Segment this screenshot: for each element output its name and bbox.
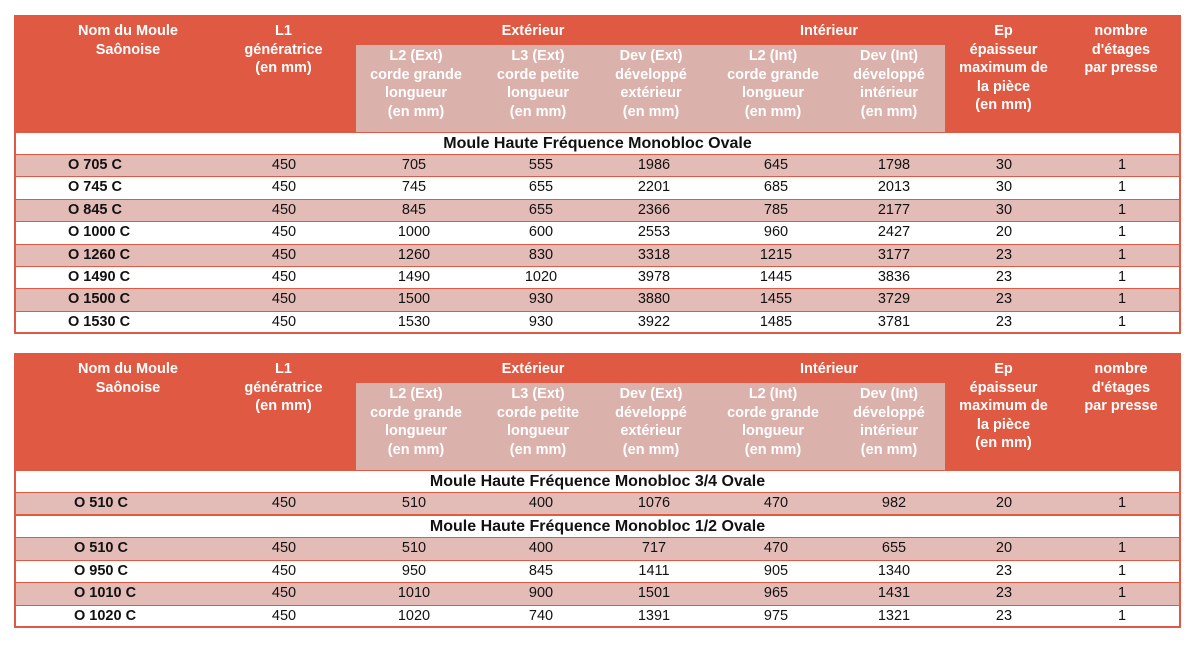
- value-cell: 2201: [637, 179, 671, 196]
- header-name: [48, 360, 208, 397]
- value-cell: 982: [881, 495, 907, 511]
- mold-name: O 1500 C: [68, 291, 131, 308]
- header-line: Nom du Moule: [78, 361, 178, 377]
- value-cell: 705: [401, 157, 427, 173]
- mold-name: O 1020 C: [74, 607, 137, 624]
- header-line: développé: [615, 66, 687, 83]
- value-cell: 30: [995, 179, 1013, 196]
- value-cell: 450: [271, 291, 297, 308]
- value-cell: 3318: [637, 246, 671, 263]
- value-cell: 975: [763, 607, 789, 624]
- value-cell: 450: [271, 540, 297, 557]
- value-cell: 685: [763, 179, 789, 196]
- header-line: corde grande: [370, 404, 462, 421]
- value-cell: 1260: [397, 246, 431, 263]
- value-cell: 30: [995, 157, 1013, 173]
- header-line: par presse: [1084, 60, 1158, 76]
- table-row: [16, 155, 1179, 177]
- mold-name: O 705 C: [68, 157, 122, 173]
- value-cell: 1076: [637, 495, 671, 511]
- mold-name: O 1000 C: [68, 224, 131, 241]
- value-cell: 655: [528, 179, 554, 196]
- header-line: longueur: [741, 423, 805, 439]
- header-line: Nom du Moule: [78, 23, 178, 39]
- value-cell: 1: [1117, 495, 1127, 511]
- section-title: Moule Haute Fréquence Monobloc 1/2 Ovale: [16, 515, 1179, 538]
- header-line: intérieur: [859, 85, 918, 101]
- header-line: (en mm): [509, 441, 567, 458]
- header-line: Dev (Int): [860, 48, 918, 64]
- value-cell: 900: [528, 585, 554, 602]
- header-line: nombre: [1094, 23, 1148, 39]
- value-cell: 1411: [638, 562, 670, 579]
- value-cell: 1: [1117, 313, 1127, 330]
- value-cell: 400: [528, 495, 554, 511]
- header-line: longueur: [506, 85, 570, 101]
- header-line: L1: [275, 23, 292, 39]
- value-cell: 2553: [637, 224, 671, 241]
- value-cell: 510: [401, 495, 427, 511]
- value-cell: 1020: [524, 268, 558, 285]
- value-cell: 1490: [397, 268, 431, 285]
- header-line: L2 (Int): [748, 386, 798, 402]
- header-line: (en mm): [744, 441, 802, 458]
- table-row: [16, 267, 1179, 289]
- value-cell: 655: [881, 540, 907, 557]
- header-line: développé: [853, 404, 925, 421]
- value-cell: 1431: [877, 585, 911, 602]
- header-line: la pièce: [976, 416, 1031, 433]
- header-line: L2 (Ext): [389, 48, 443, 64]
- header-line: L3 (Ext): [511, 386, 565, 402]
- value-cell: 950: [401, 562, 427, 579]
- value-cell: 450: [271, 562, 297, 579]
- value-cell: 785: [763, 201, 789, 218]
- header-line: développé: [853, 66, 925, 83]
- value-cell: 1215: [759, 246, 793, 263]
- table-row: [16, 538, 1179, 560]
- value-cell: 1986: [637, 157, 671, 173]
- header-line: corde grande: [370, 66, 462, 83]
- header-line: Dev (Ext): [619, 48, 683, 64]
- value-cell: 23: [995, 585, 1013, 602]
- mold-name: O 845 C: [68, 201, 122, 218]
- header-line: Dev (Ext): [619, 386, 683, 402]
- header-l3ext: [478, 47, 598, 121]
- value-cell: 555: [528, 157, 554, 173]
- header-line: d'étages: [1091, 379, 1151, 396]
- value-cell: 450: [271, 179, 297, 196]
- value-cell: 450: [271, 607, 297, 624]
- value-cell: 23: [995, 607, 1013, 624]
- value-cell: 1: [1117, 224, 1127, 241]
- value-cell: 600: [528, 224, 554, 241]
- header-line: d'étages: [1091, 41, 1151, 58]
- value-cell: 450: [271, 268, 297, 285]
- header-line: longueur: [384, 85, 448, 101]
- header-exterieur: Extérieur: [501, 361, 565, 377]
- header-line: génératrice: [244, 379, 323, 396]
- header-l1: [226, 22, 341, 78]
- value-cell: 3922: [637, 313, 671, 330]
- header-interieur: Intérieur: [799, 23, 858, 39]
- value-cell: 23: [995, 246, 1013, 263]
- header-line: Saônoise: [95, 379, 161, 396]
- mold-name: O 1260 C: [68, 246, 131, 263]
- value-cell: 717: [641, 540, 667, 557]
- header-subgroup: [356, 45, 945, 132]
- table-row: [16, 606, 1179, 627]
- value-cell: 1020: [397, 607, 431, 624]
- header-line: (en mm): [860, 441, 918, 458]
- header-ep: [946, 22, 1061, 115]
- value-cell: 1: [1117, 268, 1127, 285]
- value-cell: 1500: [397, 291, 431, 308]
- header-line: (en mm): [975, 97, 1032, 113]
- value-cell: 1: [1117, 562, 1127, 579]
- value-cell: 450: [271, 246, 297, 263]
- header-devint: [834, 47, 944, 121]
- value-cell: 930: [528, 291, 554, 308]
- header-line: (en mm): [744, 103, 802, 120]
- value-cell: 1: [1117, 179, 1127, 196]
- value-cell: 20: [995, 224, 1013, 241]
- section-title: Moule Haute Fréquence Monobloc Ovale: [16, 132, 1179, 155]
- mold-name: O 510 C: [74, 540, 128, 557]
- value-cell: 1: [1117, 607, 1127, 624]
- value-cell: 1501: [637, 585, 671, 602]
- header-line: Ep: [994, 361, 1013, 377]
- value-cell: 905: [763, 562, 789, 579]
- value-cell: 1445: [759, 268, 793, 285]
- value-cell: 3836: [877, 268, 911, 285]
- value-cell: 3978: [637, 268, 671, 285]
- value-cell: 450: [271, 201, 297, 218]
- mold-name: O 1010 C: [74, 585, 137, 602]
- table-row: [16, 200, 1179, 222]
- table-row: [16, 493, 1179, 515]
- header-line: L1: [275, 361, 292, 377]
- section-title: Moule Haute Fréquence Monobloc 3/4 Ovale: [16, 470, 1179, 493]
- mold-name: O 510 C: [74, 495, 128, 511]
- header-line: L2 (Ext): [389, 386, 443, 402]
- header-line: corde petite: [496, 404, 580, 421]
- value-cell: 400: [528, 540, 554, 557]
- value-cell: 1798: [877, 157, 911, 173]
- header-ep: [946, 360, 1061, 453]
- header-devint: [834, 385, 944, 459]
- value-cell: 845: [528, 562, 554, 579]
- header-interieur: Intérieur: [799, 361, 858, 377]
- header-line: corde petite: [496, 66, 580, 83]
- header-line: Ep: [994, 23, 1013, 39]
- value-cell: 1340: [877, 562, 911, 579]
- table-row: [16, 583, 1179, 605]
- value-cell: 510: [401, 540, 427, 557]
- header-l2int: [708, 385, 838, 459]
- value-cell: 3781: [877, 313, 911, 330]
- mold-name: O 745 C: [68, 179, 122, 196]
- value-cell: 1485: [759, 313, 793, 330]
- header-l2int: [708, 47, 838, 121]
- mold-table-partial-ovale: [14, 353, 1181, 628]
- header-line: maximum de: [959, 398, 1048, 414]
- header-line: Saônoise: [95, 41, 161, 58]
- value-cell: 930: [528, 313, 554, 330]
- value-cell: 450: [271, 157, 297, 173]
- value-cell: 470: [763, 540, 789, 557]
- header-line: corde grande: [727, 66, 819, 83]
- table-row: [16, 245, 1179, 267]
- header-line: la pièce: [976, 78, 1031, 95]
- value-cell: 830: [528, 246, 554, 263]
- value-cell: 1: [1117, 157, 1127, 173]
- table-row: [16, 177, 1179, 199]
- value-cell: 23: [995, 313, 1013, 330]
- header-line: (en mm): [975, 435, 1032, 451]
- value-cell: 1: [1117, 246, 1127, 263]
- header-line: longueur: [741, 85, 805, 101]
- header-name: [48, 22, 208, 59]
- header-line: extérieur: [620, 423, 682, 439]
- value-cell: 450: [271, 495, 297, 511]
- value-cell: 30: [995, 201, 1013, 218]
- header-etages: [1061, 360, 1181, 416]
- header-line: (en mm): [860, 103, 918, 120]
- value-cell: 1: [1117, 291, 1127, 308]
- header-line: (en mm): [622, 441, 680, 458]
- header-line: longueur: [506, 423, 570, 439]
- value-cell: 740: [528, 607, 554, 624]
- header-line: Dev (Int): [860, 386, 918, 402]
- header-line: extérieur: [620, 85, 682, 101]
- header-line: (en mm): [255, 60, 312, 76]
- mold-name: O 950 C: [74, 562, 128, 579]
- value-cell: 450: [271, 224, 297, 241]
- table-header: [16, 355, 1179, 470]
- value-cell: 1: [1117, 540, 1127, 557]
- header-l2ext: [356, 385, 476, 459]
- header-etages: [1061, 22, 1181, 78]
- value-cell: 645: [763, 157, 789, 173]
- table-header: [16, 17, 1179, 132]
- value-cell: 1391: [637, 607, 671, 624]
- header-l1: [226, 360, 341, 416]
- header-line: (en mm): [387, 103, 445, 120]
- header-l2ext: [356, 47, 476, 121]
- value-cell: 2427: [877, 224, 911, 241]
- header-line: (en mm): [255, 398, 312, 414]
- header-line: L2 (Int): [748, 48, 798, 64]
- header-exterieur: Extérieur: [501, 23, 565, 39]
- header-line: développé: [615, 404, 687, 421]
- header-subgroup: [356, 383, 945, 470]
- header-line: L3 (Ext): [511, 48, 565, 64]
- mold-name: O 1490 C: [68, 268, 131, 285]
- header-line: corde grande: [727, 404, 819, 421]
- value-cell: 1000: [397, 224, 431, 241]
- table-row: [16, 222, 1179, 244]
- value-cell: 2366: [637, 201, 671, 218]
- value-cell: 3729: [877, 291, 911, 308]
- value-cell: 2013: [877, 179, 911, 196]
- value-cell: 3177: [877, 246, 911, 263]
- mold-name: O 1530 C: [68, 313, 131, 330]
- table-row: [16, 289, 1179, 311]
- header-line: épaisseur: [969, 379, 1038, 396]
- header-l3ext: [478, 385, 598, 459]
- mold-table-ovale: [14, 15, 1181, 334]
- value-cell: 1321: [877, 607, 911, 624]
- value-cell: 450: [271, 313, 297, 330]
- value-cell: 450: [271, 585, 297, 602]
- value-cell: 1: [1117, 585, 1127, 602]
- value-cell: 23: [995, 291, 1013, 308]
- value-cell: 1455: [759, 291, 793, 308]
- header-line: par presse: [1084, 398, 1158, 414]
- table-row: [16, 561, 1179, 583]
- value-cell: 23: [995, 268, 1013, 285]
- value-cell: 1530: [397, 313, 431, 330]
- value-cell: 655: [528, 201, 554, 218]
- header-line: maximum de: [959, 60, 1048, 76]
- value-cell: 1010: [397, 585, 431, 602]
- header-devext: [596, 385, 706, 459]
- value-cell: 3880: [637, 291, 671, 308]
- table-row: [16, 312, 1179, 333]
- value-cell: 965: [763, 585, 789, 602]
- header-line: (en mm): [387, 441, 445, 458]
- header-devext: [596, 47, 706, 121]
- header-line: génératrice: [244, 41, 323, 58]
- value-cell: 470: [763, 495, 789, 511]
- value-cell: 845: [401, 201, 427, 218]
- header-line: épaisseur: [969, 41, 1038, 58]
- header-line: nombre: [1094, 361, 1148, 377]
- header-line: longueur: [384, 423, 448, 439]
- value-cell: 2177: [877, 201, 911, 218]
- value-cell: 745: [401, 179, 427, 196]
- header-line: (en mm): [509, 103, 567, 120]
- value-cell: 20: [995, 540, 1013, 557]
- value-cell: 23: [995, 562, 1013, 579]
- value-cell: 20: [995, 495, 1013, 511]
- header-line: (en mm): [622, 103, 680, 120]
- header-line: intérieur: [859, 423, 918, 439]
- value-cell: 1: [1117, 201, 1127, 218]
- value-cell: 960: [763, 224, 789, 241]
